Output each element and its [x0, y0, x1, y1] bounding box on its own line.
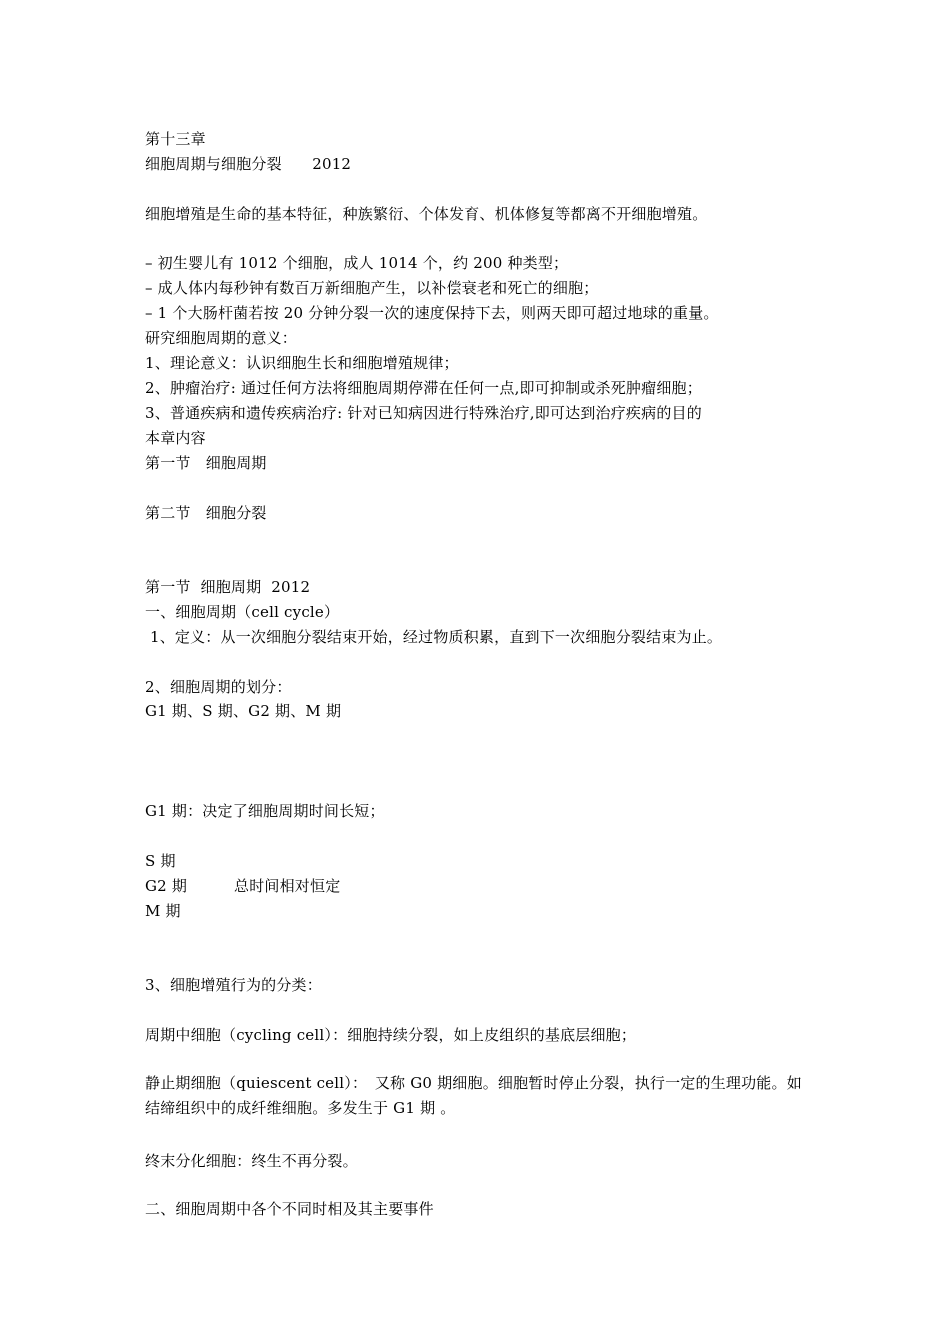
definition-paragraph: 1、定义：从一次细胞分裂结束开始，经过物质积累，直到下一次细胞分裂结束为止。	[145, 628, 723, 646]
division-heading: 2、细胞周期的划分：	[145, 678, 292, 696]
subsection-1-heading: 一、细胞周期（cell cycle）	[145, 603, 340, 621]
fact-item: – 成人体内每秒钟有数百万新细胞产生，以补偿衰老和死亡的细胞；	[145, 279, 599, 297]
phases-line: G1 期、S 期、G2 期、M 期	[145, 702, 342, 720]
contents-heading: 本章内容	[145, 429, 206, 447]
toc-section-2: 第二节 细胞分裂	[145, 504, 267, 522]
quiescent-cell-paragraph: 静止期细胞（quiescent cell）： 又称 G0 期细胞。细胞暂时停止分裂，执行一定的生理功能。如结缔组织中的成纤维细胞。多发生于 G1 期 。	[145, 1074, 802, 1117]
constant-time-note: 总时间相对恒定	[234, 877, 341, 895]
g2-phase-label: G2 期	[145, 877, 188, 895]
significance-heading: 研究细胞周期的意义：	[145, 329, 298, 347]
s-phase-label: S 期	[145, 852, 176, 870]
cycling-cell-paragraph: 周期中细胞（cycling cell）：细胞持续分裂，如上皮组织的基底层细胞；	[145, 1026, 637, 1044]
toc-section-1: 第一节 细胞周期	[145, 454, 267, 472]
chapter-title: 细胞周期与细胞分裂 2012	[145, 155, 352, 173]
fact-item: – 1 个大肠杆菌若按 20 分钟分裂一次的速度保持下去，则两天即可超过地球的重量。	[145, 304, 719, 322]
intro-paragraph: 细胞增殖是生命的基本特征，种族繁衍、个体发育、机体修复等都离不开细胞增殖。	[145, 205, 708, 223]
subsection-2-heading: 二、细胞周期中各个不同时相及其主要事件	[145, 1200, 434, 1218]
significance-item: 2、肿瘤治疗: 通过任何方法将细胞周期停滞在任何一点,即可抑制或杀死肿瘤细胞；	[145, 379, 702, 397]
m-phase-label: M 期	[145, 902, 181, 920]
significance-item: 3、普通疾病和遗传疾病治疗: 针对已知病因进行特殊治疗,即可达到治疗疾病的目的	[145, 404, 702, 422]
section-1-heading: 第一节 细胞周期 2012	[145, 578, 311, 596]
g1-note: G1 期：决定了细胞周期时间长短；	[145, 802, 385, 820]
terminal-cell-paragraph: 终末分化细胞：终生不再分裂。	[145, 1152, 358, 1170]
significance-item: 1、理论意义：认识细胞生长和细胞增殖规律；	[145, 354, 459, 372]
fact-item: – 初生婴儿有 1012 个细胞，成人 1014 个，约 200 种类型；	[145, 254, 569, 272]
classification-heading: 3、细胞增殖行为的分类：	[145, 976, 322, 994]
chapter-label: 第十三章	[145, 130, 206, 148]
